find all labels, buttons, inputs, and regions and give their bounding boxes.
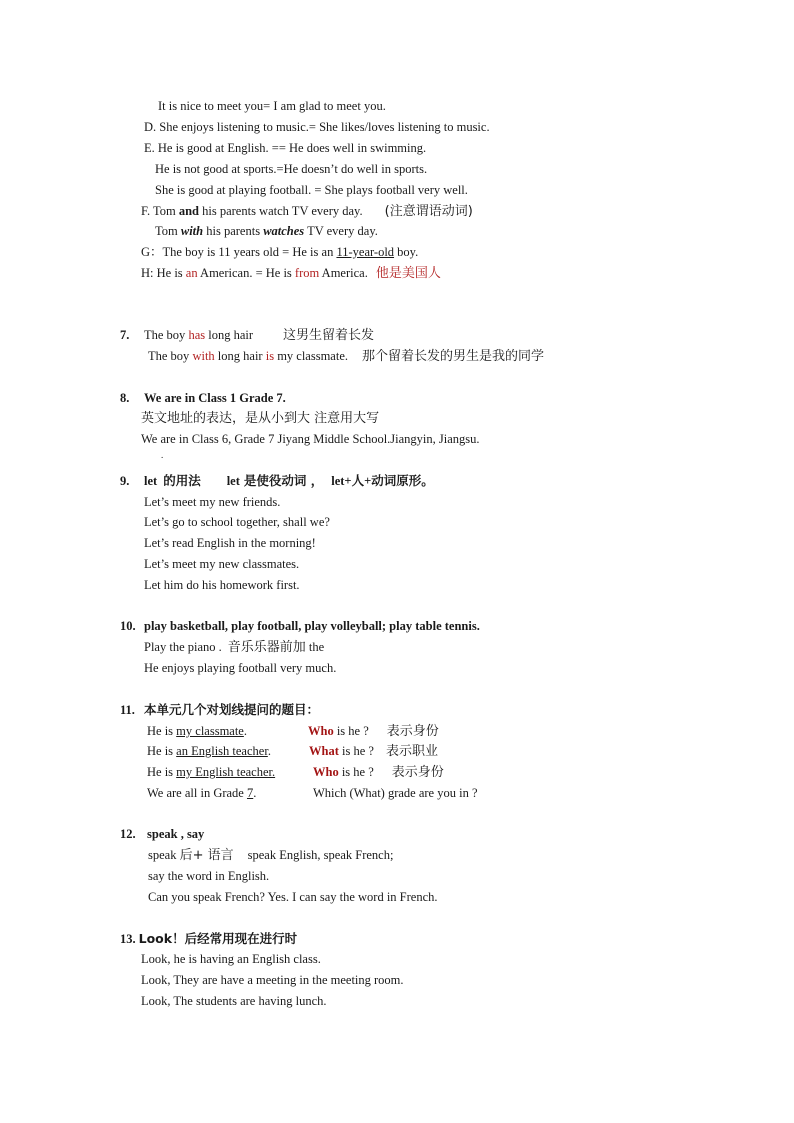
section-7-line-1 bbox=[120, 326, 374, 345]
text-span: He is bbox=[147, 765, 177, 779]
section-8-title bbox=[120, 389, 286, 407]
note-cn: 那个留着长发的男生是我的同学 bbox=[362, 349, 545, 364]
emphasis-watches: watches bbox=[263, 224, 305, 238]
text-span: Tom bbox=[155, 224, 181, 238]
underlined-text: my English teacher. bbox=[176, 765, 276, 779]
question-row bbox=[147, 742, 438, 761]
text-line: He enjoys playing football very much. bbox=[144, 661, 337, 675]
text-line: She is good at playing football. = She plays football very well. bbox=[155, 183, 468, 197]
text-span: long hair bbox=[214, 349, 266, 363]
text-span: 人 bbox=[351, 473, 365, 488]
note-cn: 表示身份 bbox=[386, 724, 439, 739]
list-item: Let him do his homework first. bbox=[144, 578, 300, 592]
text-span: the bbox=[305, 640, 325, 654]
text-span: speak English, speak French; bbox=[247, 848, 394, 862]
text-line: 英文地址的表达，是从小到大 注意用大写 bbox=[141, 411, 380, 426]
note-cn: (注意谓语动词) bbox=[384, 204, 473, 219]
section-title: 本单元几个对划线提问的题目： bbox=[144, 702, 320, 717]
text-span: We are all in Grade bbox=[147, 786, 247, 800]
text-span: . bbox=[253, 786, 257, 800]
highlight-has: has bbox=[188, 328, 206, 342]
text-span: TV every day. bbox=[304, 224, 378, 238]
text-line bbox=[141, 264, 441, 283]
section-number: 11. bbox=[120, 703, 135, 717]
question-word: What bbox=[309, 744, 339, 758]
list-item: Look, They are have a meeting in the meeting room. bbox=[141, 973, 404, 987]
text-span: 动词原形。 bbox=[371, 473, 434, 488]
note-cn: 他是美国人 bbox=[375, 266, 441, 281]
text-span: He is bbox=[147, 744, 177, 758]
section-title: play basketball, play football, play volleyball; play table tennis. bbox=[144, 619, 480, 633]
text-span: my classmate. bbox=[274, 349, 349, 363]
note-cn: 这男生留着长发 bbox=[283, 328, 375, 343]
underlined-text: an English teacher bbox=[176, 744, 268, 758]
section-number: 12. bbox=[120, 827, 136, 841]
text-line: D. She enjoys listening to music.= She likes/loves listening to music. bbox=[144, 120, 490, 134]
section-number: 7. bbox=[120, 328, 130, 342]
text-line: It is nice to meet you= I am glad to meet you. bbox=[158, 99, 386, 113]
emphasis-and: and bbox=[178, 204, 199, 218]
text-line: E. He is good at English. == He does well in swimming. bbox=[144, 141, 427, 155]
list-item: Let’s meet my new friends. bbox=[144, 495, 281, 509]
text-span: is he ? bbox=[333, 724, 369, 738]
text-span: + bbox=[364, 474, 372, 488]
text-line bbox=[144, 638, 324, 657]
text-span: American. = He is bbox=[197, 266, 295, 280]
text-span: let+ bbox=[331, 474, 352, 488]
text-span: is he ? bbox=[338, 765, 374, 779]
text-span: let bbox=[226, 474, 240, 488]
text-span: let bbox=[144, 474, 158, 488]
text-span: The boy bbox=[144, 328, 189, 342]
section-10-title bbox=[120, 617, 480, 635]
section-number: 13. bbox=[120, 932, 136, 946]
text-span: G：The boy is 11 years old = He is an bbox=[141, 245, 337, 259]
text-span: speak bbox=[148, 848, 180, 862]
text-line bbox=[155, 222, 378, 240]
question-row bbox=[147, 784, 478, 802]
underlined-text: 11-year-old bbox=[336, 245, 395, 259]
underlined-text: 7 bbox=[246, 786, 254, 800]
text-span: . bbox=[243, 724, 247, 738]
text-line bbox=[141, 243, 418, 261]
text-line bbox=[148, 846, 393, 865]
section-11-title bbox=[120, 701, 319, 719]
text-span: 的用法 bbox=[163, 473, 201, 488]
text-span: Which (What) grade are you in ? bbox=[313, 786, 478, 800]
list-item: Let’s read English in the morning! bbox=[144, 536, 316, 550]
highlight-from: from bbox=[294, 266, 320, 280]
text-span: 后经常用现在进行时 bbox=[184, 931, 298, 946]
text-line: We are in Class 6, Grade 7 Jiyang Middle School.Jiangyin, Jiangsu. bbox=[141, 432, 480, 446]
highlight-with: with bbox=[192, 349, 215, 363]
question-word: Who bbox=[308, 724, 334, 738]
note-cn: 表示身份 bbox=[391, 765, 444, 780]
section-number: 10. bbox=[120, 619, 136, 633]
list-item: Let’s meet my new classmates. bbox=[144, 557, 300, 571]
section-title: We are in Class 1 Grade 7. bbox=[144, 391, 286, 405]
list-item: Look, he is having an English class. bbox=[141, 952, 321, 966]
text-line: He is not good at sports.=He doesn’t do well in sports. bbox=[155, 162, 428, 176]
underlined-text: my classmate bbox=[176, 724, 244, 738]
text-span: his parents watch TV every day. bbox=[199, 204, 363, 218]
text-span: Look！ bbox=[138, 931, 185, 946]
text-span: his parents bbox=[203, 224, 264, 238]
question-word: Who bbox=[313, 765, 339, 779]
text-span: America. bbox=[319, 266, 368, 280]
section-title: speak , say bbox=[147, 827, 205, 841]
text-line: say the word in English. bbox=[148, 869, 270, 883]
note-cn: 表示职业 bbox=[385, 744, 438, 759]
text-span: is he ? bbox=[338, 744, 374, 758]
text-line: Can you speak French? Yes. I can say the word in French. bbox=[148, 890, 438, 904]
highlight-is: is bbox=[265, 349, 275, 363]
text-span: 是使役动词 ， bbox=[243, 473, 324, 488]
question-row bbox=[147, 722, 439, 741]
section-9-title bbox=[120, 472, 434, 490]
emphasis-with: with bbox=[180, 224, 204, 238]
question-row bbox=[147, 763, 444, 782]
note-cn: 后+ 语言 bbox=[179, 848, 234, 863]
text-span: . bbox=[267, 744, 271, 758]
text-span: The boy bbox=[148, 349, 193, 363]
section-12-title bbox=[120, 825, 204, 843]
text-span: He is bbox=[147, 724, 177, 738]
text-span: Play the piano . bbox=[144, 640, 222, 654]
section-number: 8. bbox=[120, 391, 130, 405]
section-13-title bbox=[120, 930, 297, 948]
note-cn: 音乐乐器前加 bbox=[227, 640, 306, 655]
section-number: 9. bbox=[120, 474, 130, 488]
text-span: H: He is bbox=[141, 266, 186, 280]
text-span: long hair bbox=[205, 328, 254, 342]
text-line bbox=[141, 202, 473, 221]
section-7-line-2 bbox=[148, 347, 544, 366]
text-span: boy. bbox=[394, 245, 419, 259]
highlight-an: an bbox=[185, 266, 198, 280]
text-span: F. Tom bbox=[141, 204, 179, 218]
list-item: Look, The students are having lunch. bbox=[141, 994, 327, 1008]
stray-dot: . bbox=[161, 450, 164, 460]
list-item: Let’s go to school together, shall we? bbox=[144, 515, 330, 529]
